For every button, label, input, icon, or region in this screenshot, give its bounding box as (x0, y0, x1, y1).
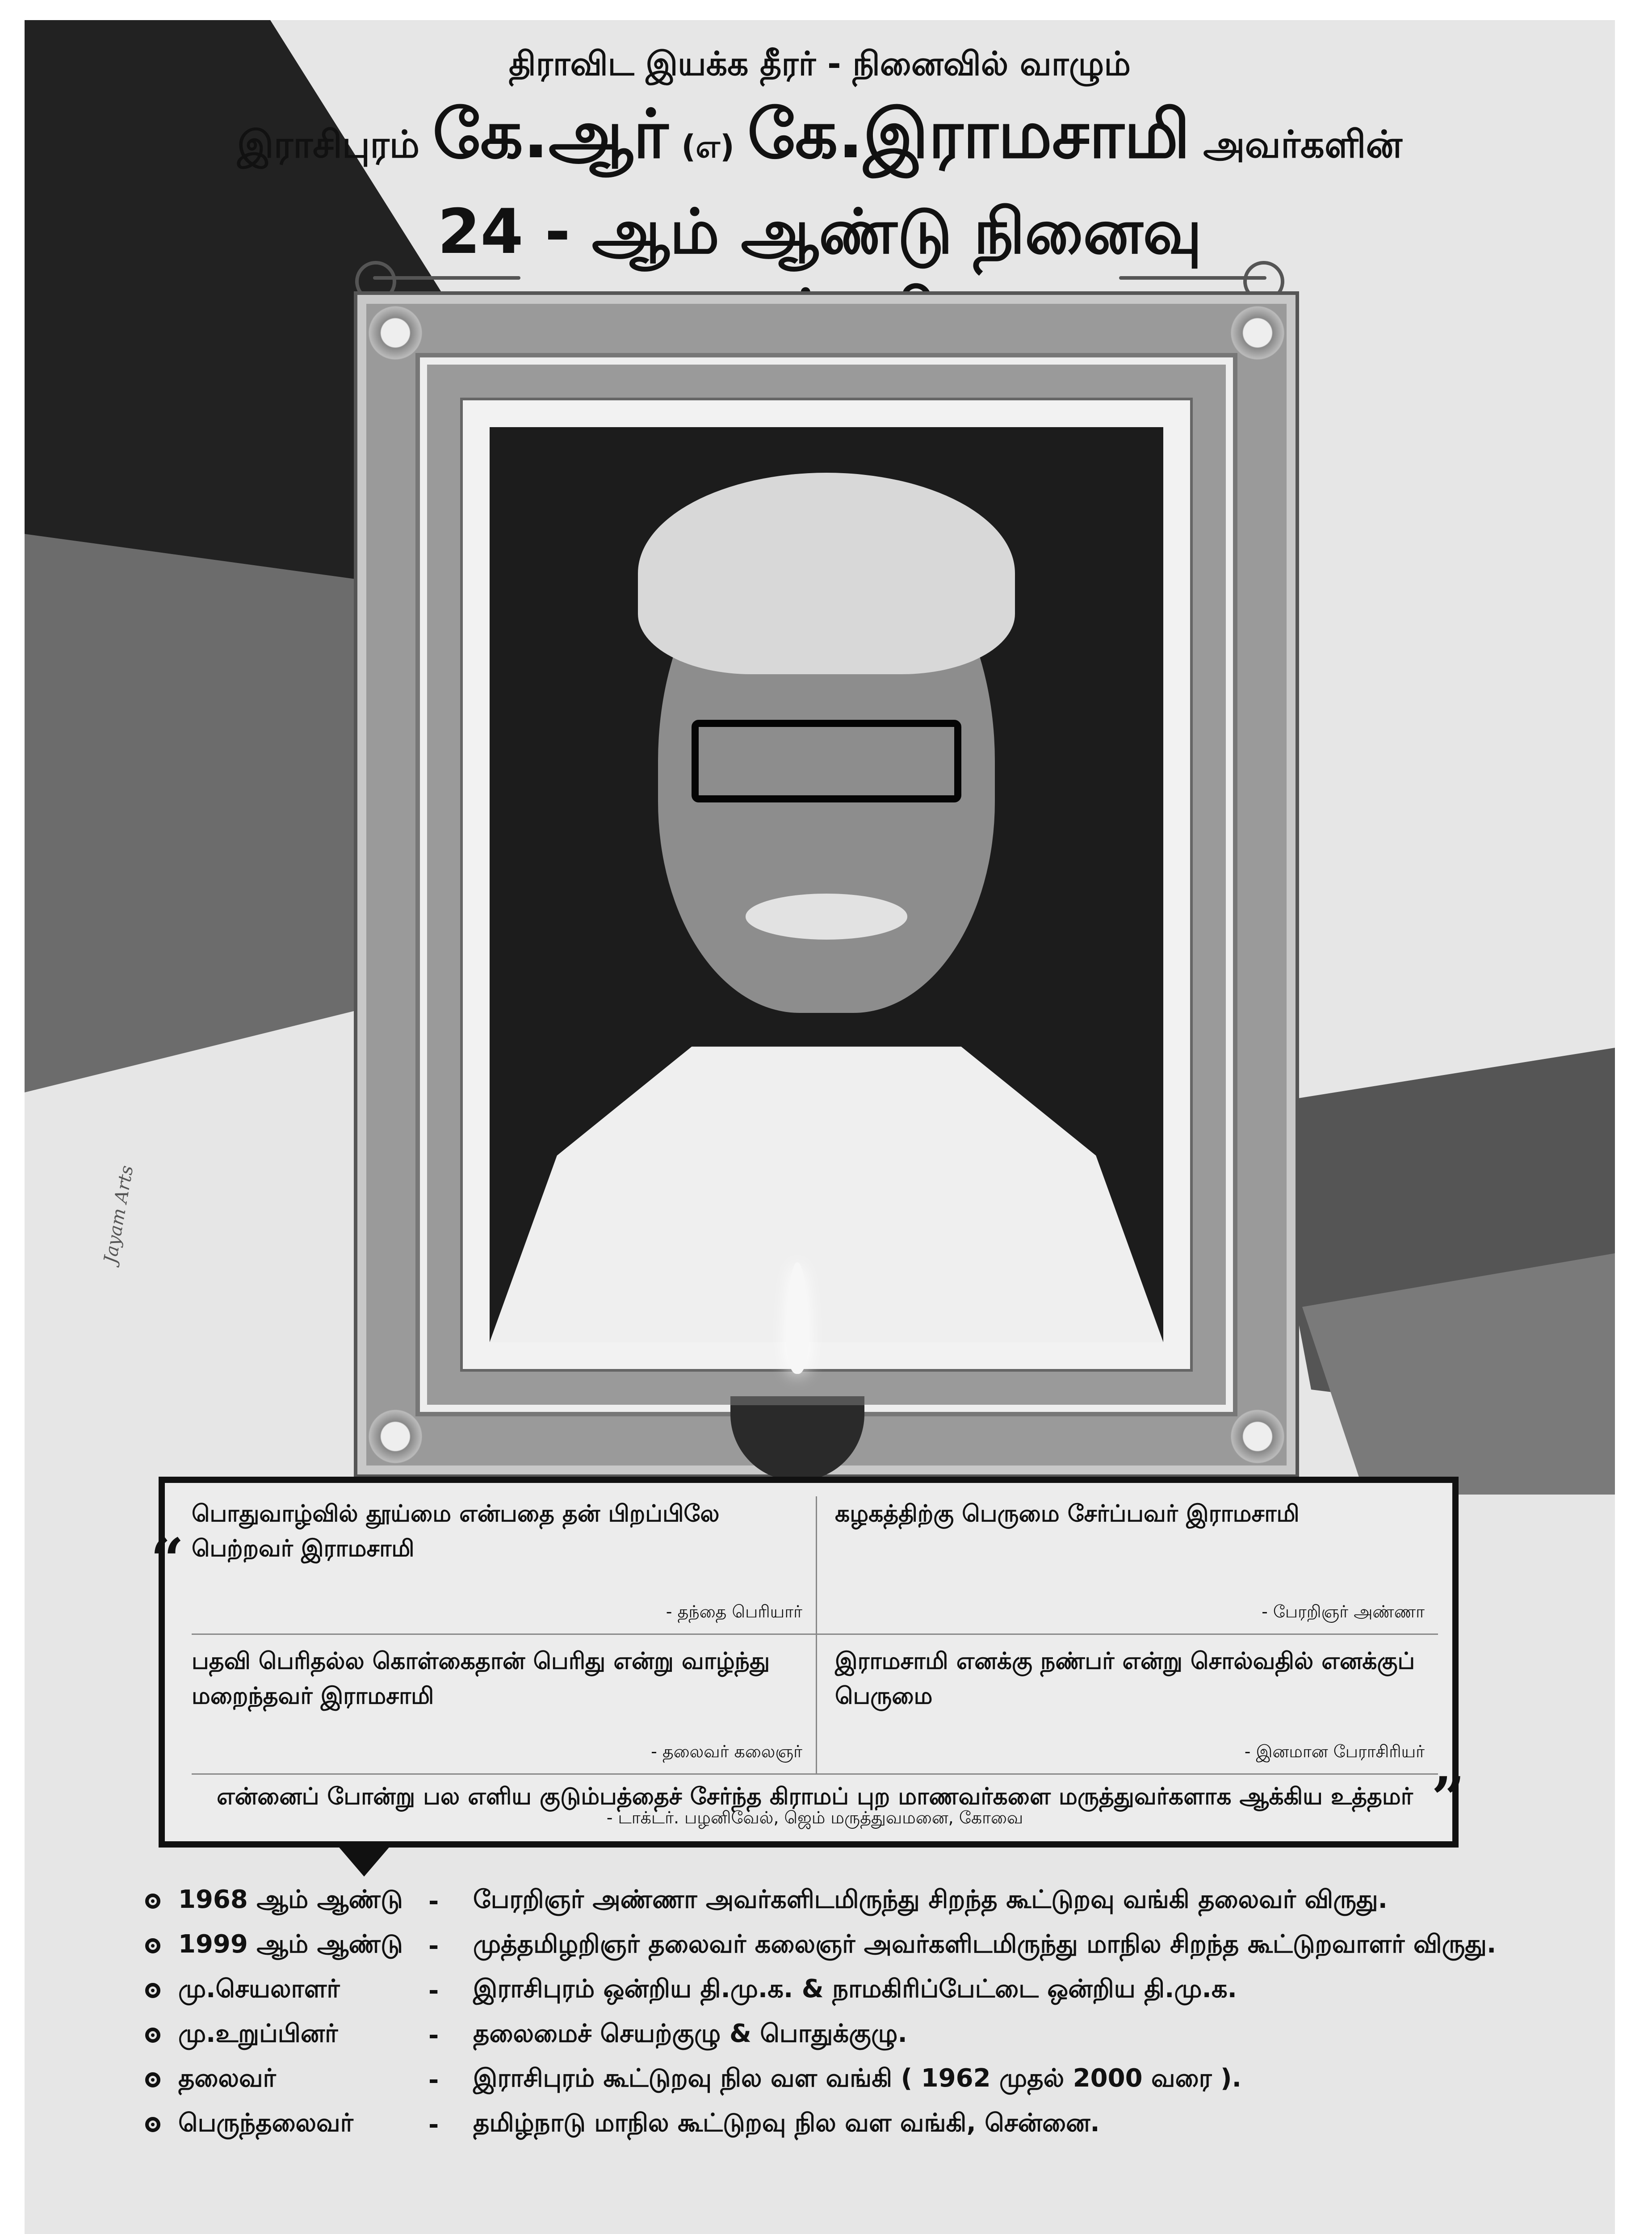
item-dash: - (428, 2110, 439, 2139)
quote-text: என்னைப் போன்று பல எளிய குடும்பத்தைச் சேர்ந்த கிராமப் புற மாணவர்களை மருத்துவர்களாக ஆக்கிய உத்தமர் (217, 1783, 1413, 1810)
list-item (145, 1879, 1530, 1923)
item-text: இராசிபுரம் கூட்டுறவு நில வள வங்கி ( 1962 முதல் 2000 வரை ). (473, 2064, 1241, 2093)
quote-text: கழகத்திற்கு பெருமை சேர்ப்பவர் இராமசாமி (835, 1500, 1300, 1527)
quotes-box (151, 1477, 1465, 1848)
quote-cell (192, 1496, 817, 1635)
lamp-flame (786, 1262, 809, 1374)
item-dash: - (428, 1931, 439, 1961)
speech-bubble-tail (337, 1845, 391, 1877)
frame-flower-icon (362, 1403, 429, 1470)
quote-author: - டாக்டர். பழனிவேல், ஜெம் மருத்துவமனை, கோவை (606, 1808, 1023, 1827)
header-line2 (25, 96, 1615, 182)
quote-cell (192, 1635, 817, 1773)
bullet-icon (145, 2117, 160, 2132)
frame-flower-icon (362, 299, 429, 366)
item-dash: - (428, 2065, 439, 2095)
item-text: பேரறிஞர் அண்ணா அவர்களிடமிருந்து சிறந்த கூட்டுறவு வங்கி தலைவர் விருது. (473, 1885, 1388, 1914)
quote-cell (817, 1635, 1438, 1773)
place-name: இராசிபுரம் (237, 122, 420, 166)
artist-watermark: Jayam Arts (100, 1163, 138, 1265)
bullet-icon (145, 2072, 160, 2087)
quote-author: - பேரறிஞர் அண்ணா (1262, 1602, 1425, 1621)
bullet-icon (145, 1983, 160, 1998)
item-label: பெருந்தலைவர் (178, 2108, 353, 2137)
portrait-moustache (746, 894, 907, 939)
quote-author: - இனமான பேராசிரியர் (1244, 1742, 1425, 1761)
bullet-icon (145, 1938, 160, 1953)
bullet-icon (145, 1894, 160, 1909)
quote-cell-wide (192, 1773, 1438, 1840)
ornament-left-icon (373, 276, 520, 280)
person-name-b: கே.இராமசாமி (747, 96, 1191, 173)
item-dash: - (428, 1886, 439, 1916)
list-item (145, 2102, 1530, 2147)
memorial-poster (25, 20, 1615, 2234)
possessive-suffix: அவர்களின் (1203, 122, 1403, 166)
list-item (145, 2058, 1530, 2102)
list-item (145, 1923, 1530, 1968)
item-label: 1999 ஆம் ஆண்டு (178, 1930, 403, 1959)
list-item (145, 1968, 1530, 2013)
item-label: மு.செயலாளர் (178, 1974, 340, 2003)
item-text: தமிழ்நாடு மாநில கூட்டுறவு நில வள வங்கி, சென்னை. (473, 2108, 1100, 2137)
item-text: முத்தமிழறிஞர் தலைவர் கலைஞர் அவர்களிடமிருந்து மாநில சிறந்த கூட்டுறவாளர் விருது. (473, 1930, 1497, 1959)
oil-lamp-icon (726, 1262, 869, 1495)
open-quote-icon: “ (151, 1525, 184, 1594)
close-quote-icon: ” (1431, 1764, 1465, 1832)
header-line1: திராவிட இயக்க தீரர் - நினைவில் வாழும் (508, 45, 1131, 83)
alias-marker: (எ) (681, 128, 734, 165)
ornament-right-icon (1119, 276, 1266, 280)
portrait-hair (638, 473, 1015, 674)
quote-author: - தந்தை பெரியார் (666, 1602, 802, 1621)
item-label: தலைவர் (178, 2064, 276, 2093)
memorial-title: 24 - ஆம் ஆண்டு நினைவு (437, 196, 1202, 268)
item-dash: - (428, 2020, 439, 2050)
quote-cell (817, 1496, 1438, 1635)
quote-text: பதவி பெரிதல்ல கொள்கைதான் பெரிது என்று வாழ்ந்து மறைந்தவர் இராமசாமி (192, 1648, 770, 1709)
item-dash: - (428, 1976, 439, 2005)
quote-author: - தலைவர் கலைஞர் (651, 1742, 802, 1761)
item-label: 1968 ஆம் ஆண்டு (178, 1885, 403, 1914)
portrait-photo (490, 427, 1163, 1342)
quote-text: பொதுவாழ்வில் தூய்மை என்பதை தன் பிறப்பிலே பெற்றவர் இராமசாமி (192, 1500, 720, 1562)
item-text: தலைமைச் செயற்குழு & பொதுக்குழு. (473, 2019, 907, 2048)
bullet-icon (145, 2028, 160, 2043)
frame-flower-icon (1224, 1403, 1291, 1470)
frame-inner (460, 398, 1193, 1372)
person-name-a: கே.ஆர் (432, 96, 668, 173)
quote-text: இராமசாமி எனக்கு நண்பர் என்று சொல்வதில் எனக்குப் பெருமை (835, 1648, 1415, 1709)
item-label: மு.உறுப்பினர் (178, 2019, 338, 2048)
list-item (145, 2013, 1530, 2058)
lamp-bowl (730, 1396, 864, 1481)
item-text: இராசிபுரம் ஒன்றிய தி.மு.க. & நாமகிரிப்பேட்டை ஒன்றிய தி.மு.க. (473, 1974, 1237, 2003)
frame-flower-icon (1224, 299, 1291, 366)
achievements-list (145, 1879, 1530, 2147)
portrait-glasses (692, 720, 961, 802)
